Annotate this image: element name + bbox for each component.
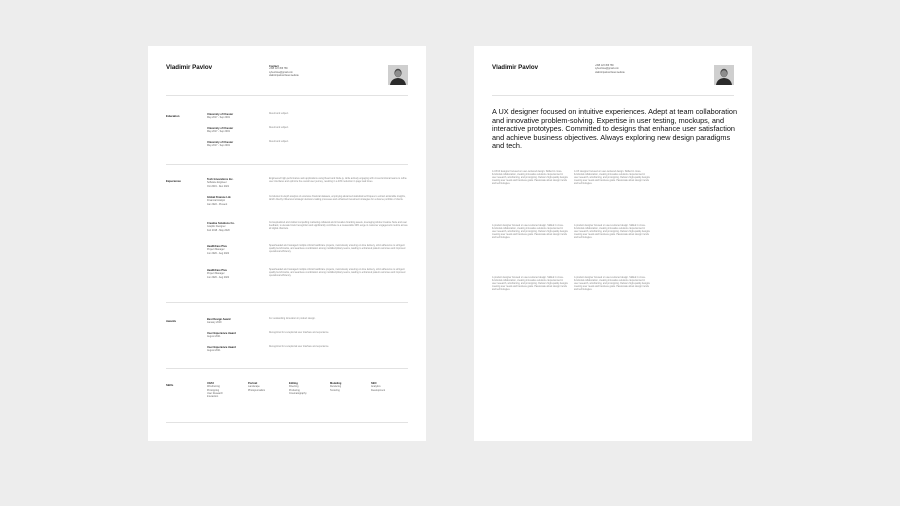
skill-group xyxy=(330,382,370,392)
experience-role: Graphic Designer xyxy=(207,225,226,229)
cover-contact xyxy=(595,65,625,75)
experience-label: Experience xyxy=(166,179,181,183)
skill-title: SEO xyxy=(371,382,377,385)
experience-entry xyxy=(207,245,267,255)
resume-header xyxy=(166,64,408,94)
experience-entry xyxy=(207,222,267,232)
contact-website: vladimirpavlovchanel.website xyxy=(269,74,299,77)
cover-paragraph: A product designer focused on user-centered design. Skilled in cross-functional collaboration, creating innovative solutions. Experienced in user research, wireframing, and prototyping. Delivers high-quality designs meeting user needs and business goals. Passionate about design trends and technologies. xyxy=(492,225,568,240)
experience-desc: Spearheaded and managed multiple critical healthcare projects, meticulously ensuring on-time delivery, strict adherence to stringent quality benchmarks, and seamless coordination among multidisciplinary teams, leading to enhanced patient outcomes and improved operational efficiency. xyxy=(269,269,406,278)
contact-phone: +995 123 456 789 xyxy=(595,65,614,67)
award-desc: Recognized for exceptional user interface and experience. xyxy=(269,332,330,334)
cover-paragraph: A product designer focused on user-centered design. Skilled in cross-functional collaboration, creating innovative solutions. Experienced in user research, wireframing, and prototyping. Delivers high-quality designs meeting user needs and business goals. Passionate about design trends and technologies. xyxy=(574,225,650,240)
award-title: User Experience Award xyxy=(207,346,236,349)
experience-desc: Spearheaded and managed multiple critical healthcare projects, meticulously ensuring on-time delivery, strict adherence to stringent quality benchmarks, and seamless coordination among multidisciplinary teams, leading to enhanced patient outcomes and improved operational efficiency. xyxy=(269,245,406,254)
divider xyxy=(166,95,408,96)
contact-website: vladimirpavlovchanel.website xyxy=(595,71,625,74)
education-result: Result and subject. xyxy=(269,127,289,129)
experience-dates: Feb 2018 - May 2020 xyxy=(207,228,230,232)
award-title: Best Design Award xyxy=(207,318,231,321)
skill-item: Cinematography xyxy=(289,392,307,395)
award-date: August 2021 xyxy=(207,335,221,339)
education-dates: May 2017 - Sep 2019 xyxy=(207,116,230,120)
experience-desc: Conceptualized and crafted compelling marketing collateral and innovative branding assets, leveraging Adobe Creative Suite and user feedback, to elevate brand recognition and significantly contribute to a measurable 30% surge in customer engagement metrics across all digital channels. xyxy=(269,222,408,231)
skill-group xyxy=(371,382,411,392)
skill-item: Photojournalism xyxy=(248,388,266,392)
education-label: Education xyxy=(166,114,180,118)
education-entry xyxy=(207,127,267,134)
award-desc: For outstanding innovation in product design. xyxy=(269,318,316,320)
resume-name: Vladimir Pavlov xyxy=(166,64,213,71)
cover-name: Vladimir Pavlov xyxy=(492,64,539,71)
skill-item: Directing xyxy=(289,385,299,389)
award-entry xyxy=(207,318,267,325)
cover-paragraph: A UX designer focused on user-centered design. Skilled in cross-functional collaboration, creating innovative solutions. Experienced in user research, wireframing, and prototyping. Delivers high-quality designs meeting user needs and business goals. Passionate about design trends and technologies. xyxy=(574,171,650,186)
skill-group xyxy=(248,382,288,392)
contact-title: Contact xyxy=(269,65,279,68)
skill-item: Texturing xyxy=(330,388,340,392)
skill-item: Wireframing xyxy=(207,385,220,389)
skill-group xyxy=(207,382,247,399)
cover-paragraph: A product designer focused on user-centered design. Skilled in cross-functional collaboration, creating innovative solutions. Experienced in user research, wireframing, and prototyping. Delivers high-quality designs meeting user needs and business goals. Passionate about design trends and technologies. xyxy=(492,277,568,292)
awards-label: Awards xyxy=(166,319,177,323)
experience-company: HealthCare Plus xyxy=(207,269,227,272)
experience-dates: Jun 2020 - Aug 2022 xyxy=(207,275,230,279)
experience-company: Global Finance Ltd. xyxy=(207,196,232,199)
contact-email: cyberclose@gmail.com xyxy=(269,71,293,74)
award-title: User Experience Award xyxy=(207,332,236,335)
experience-company: Tech Innovations Inc. xyxy=(207,178,234,181)
skill-item: Analytics xyxy=(371,385,381,389)
experience-dates: Jan 2022 - Present xyxy=(207,202,228,206)
skill-title: Modeling xyxy=(330,382,342,385)
cover-paragraph: A product designer focused on user-centered design. Skilled in cross-functional collaboration, creating innovative solutions. Experienced in user research, wireframing, and prototyping. Delivers high-quality designs meeting user needs and business goals. Passionate about design trends and technologies. xyxy=(574,277,650,292)
experience-desc: Engineered high-performance web applications using React and Node.js, while actively engaging with cross-functional teams to refine user interfaces and optimize the overall user journey, resulting in a 40% reduction in page load times. xyxy=(269,178,407,184)
skill-group xyxy=(289,382,329,395)
award-date: August 2021 xyxy=(207,349,221,353)
skill-title: Editing xyxy=(289,382,298,385)
experience-role: Software Engineer xyxy=(207,181,227,185)
award-desc: Recognized for exceptional user interface and experience. xyxy=(269,346,330,348)
experience-role: Financial Analyst xyxy=(207,199,225,203)
education-school: University of Chester xyxy=(207,127,234,130)
education-entry xyxy=(207,141,267,148)
education-result: Result and subject. xyxy=(269,141,289,143)
experience-dates: Jun 2020 - Aug 2022 xyxy=(207,251,230,255)
resume-contact xyxy=(269,65,299,78)
education-school: University of Chester xyxy=(207,113,234,116)
divider xyxy=(492,95,734,96)
skill-item: Landscape xyxy=(248,385,260,389)
cover-header xyxy=(492,64,734,94)
experience-role: Project Manager xyxy=(207,272,225,276)
experience-company: HealthCare Plus xyxy=(207,245,227,248)
skill-title: UX/UI xyxy=(207,382,214,385)
experience-entry xyxy=(207,269,267,279)
skill-item: User Research xyxy=(207,392,223,395)
cover-page xyxy=(474,46,752,441)
divider xyxy=(166,302,408,303)
education-result: Result and subject. xyxy=(269,113,289,115)
cover-paragraph: A UX/UI designer focused on user-centered design. Skilled in cross-functional collaboration, creating innovative solutions. Experienced in user research, wireframing, and prototyping. Delivers high-quality designs meeting user needs and business goals. Passionate about design trends and technologies. xyxy=(492,171,568,186)
divider xyxy=(166,164,408,165)
cover-lead: A UX designer focused on intuitive experiences. Adept at team collaboration and innovative problem-solving. Expertise in user testing, mockups, and interactive prototypes. Committed to designs that enhance user satisfaction and achieve business objectives. Always exploring new design paradigms and tech. xyxy=(492,107,738,151)
skill-item: Rendering xyxy=(330,385,342,389)
portrait-photo-icon xyxy=(388,65,408,85)
resume-page xyxy=(148,46,426,441)
experience-role: Project Manager xyxy=(207,248,225,252)
experience-desc: Conducted in-depth analysis of extensive financial datasets, employing advanced statistical techniques to extract actionable insights, which directly influenced strategic decision-making processes and enhanced investment strategies for a diverse portfolio of clients. xyxy=(269,196,406,202)
divider xyxy=(166,368,408,369)
award-entry xyxy=(207,346,267,353)
experience-dates: Oct 2019 - Dec 2021 xyxy=(207,184,230,188)
portrait-photo-icon xyxy=(714,65,734,85)
divider xyxy=(166,422,408,423)
skill-item: Producing xyxy=(289,388,300,392)
education-school: University of Chester xyxy=(207,141,234,144)
contact-phone: +995 123 456 789 xyxy=(269,68,288,71)
experience-company: Creative Solutions Co. xyxy=(207,222,235,225)
contact-email: cyberclose@gmail.com xyxy=(595,68,619,71)
experience-entry xyxy=(207,196,267,206)
award-date: January 2019 xyxy=(207,321,222,325)
education-entry xyxy=(207,113,267,120)
skills-label: Skills xyxy=(166,383,174,387)
skill-title: Portrait xyxy=(248,382,258,385)
experience-entry xyxy=(207,178,267,188)
skill-item: Interaction xyxy=(207,395,219,399)
skill-item: Prototyping xyxy=(207,388,220,392)
education-dates: May 2017 - Sep 2019 xyxy=(207,130,230,134)
skill-item: Development xyxy=(371,388,386,392)
award-entry xyxy=(207,332,267,339)
education-dates: May 2017 - Sep 2019 xyxy=(207,144,230,148)
